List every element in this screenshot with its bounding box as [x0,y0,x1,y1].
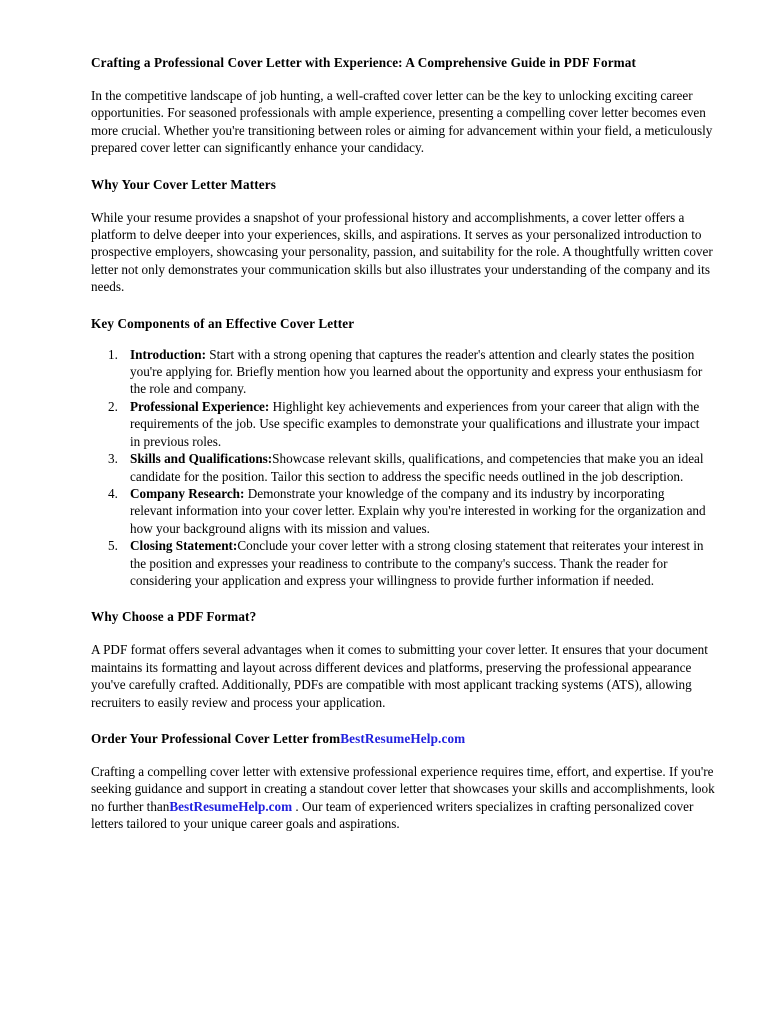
list-item [91,485,710,537]
section-heading-order [91,731,722,747]
list-item-term: Closing Statement: [130,538,238,554]
list-item-text: Highlight key achievements and experiences from your career that align with the requirements of the job. Use specific examples to demonstrate your qualifications and illustrate your impact in previous roles. [130,398,700,449]
key-components-list [91,346,722,590]
list-item [91,346,710,398]
list-item [91,398,710,450]
list-item-term: Company Research: [130,485,245,501]
order-paragraph-part1: Crafting a compelling cover letter with extensive professional experience requires time, effort, and expertise. If you're seeking guidance and support in creating a standout cover letter that showcases your skills and accomplishments, look no further than [91,763,715,814]
brand-link-heading[interactable]: BestResumeHelp.com [340,730,466,746]
order-paragraph-part2: . Our team of experienced writers specializes in crafting personalized cover letters tailored to your unique career goals and aspirations. [91,798,694,832]
why-pdf-paragraph: A PDF format offers several advantages when it comes to submitting your cover letter. It ensures that your document maintains its formatting and layout across different devices and platforms, preserving the professional appearance you've carefully crafted. Additionally, PDFs are compatible with most applicant tracking systems (ATS), allowing recruiters to easily review and process your application. [91,642,708,710]
list-item-text: Demonstrate your knowledge of the company and its industry by incorporating relevant information into your cover letter. Explain why you're interested in working for the organization and how your background aligns with its mission and values. [130,485,706,536]
section-heading-order-text: Order Your Professional Cover Letter from [91,730,341,746]
order-paragraph [91,763,722,833]
document-body [91,55,722,833]
list-item-term: Introduction: [130,346,206,362]
why-matters-paragraph: While your resume provides a snapshot of your professional history and accomplishments, a cover letter offers a platform to delve deeper into your experiences, skills, and aspirations. It serves as your personalized introduction to prospective employers, showcasing your personality, passion, and suitability for the role. A thoughtfully written cover letter not only demonstrates your communication skills but also illustrates your understanding of the company and its needs. [91,209,713,295]
section-heading-key-components: Key Components of an Effective Cover Letter [91,315,355,331]
page-title: Crafting a Professional Cover Letter with Experience: A Comprehensive Guide in PDF Format [91,55,637,70]
list-item-text: Start with a strong opening that captures the reader's attention and clearly states the position you're applying for. Briefly mention how you learned about the opportunity and express your enthusiasm for the role and company. [130,346,703,397]
intro-paragraph: In the competitive landscape of job hunting, a well-crafted cover letter can be the key to unlocking exciting career opportunities. For seasoned professionals with ample experience, presenting a compelling cover letter becomes even more crucial. Whether you're transitioning between roles or aiming for advancement within your field, a meticulously prepared cover letter can significantly enhance your candidacy. [91,88,713,156]
list-item-term: Skills and Qualifications: [130,451,273,467]
list-item-term: Professional Experience: [130,398,270,414]
list-item [91,450,710,485]
section-heading-why-matters: Why Your Cover Letter Matters [91,176,276,192]
list-item [91,537,710,589]
list-item-text: Conclude your cover letter with a strong closing statement that reiterates your interest in the position and expresses your readiness to contribute to the company's success. Thank the reader for considering your application and express your willingness to provide further information if needed. [130,538,704,588]
section-heading-why-pdf: Why Choose a PDF Format? [91,609,257,625]
list-item-text: Showcase relevant skills, qualifications, and competencies that make you an ideal candidate for the position. Tailor this section to address the specific needs outlined in the job description. [130,451,704,484]
brand-link-inline[interactable]: BestResumeHelp.com [169,798,293,814]
